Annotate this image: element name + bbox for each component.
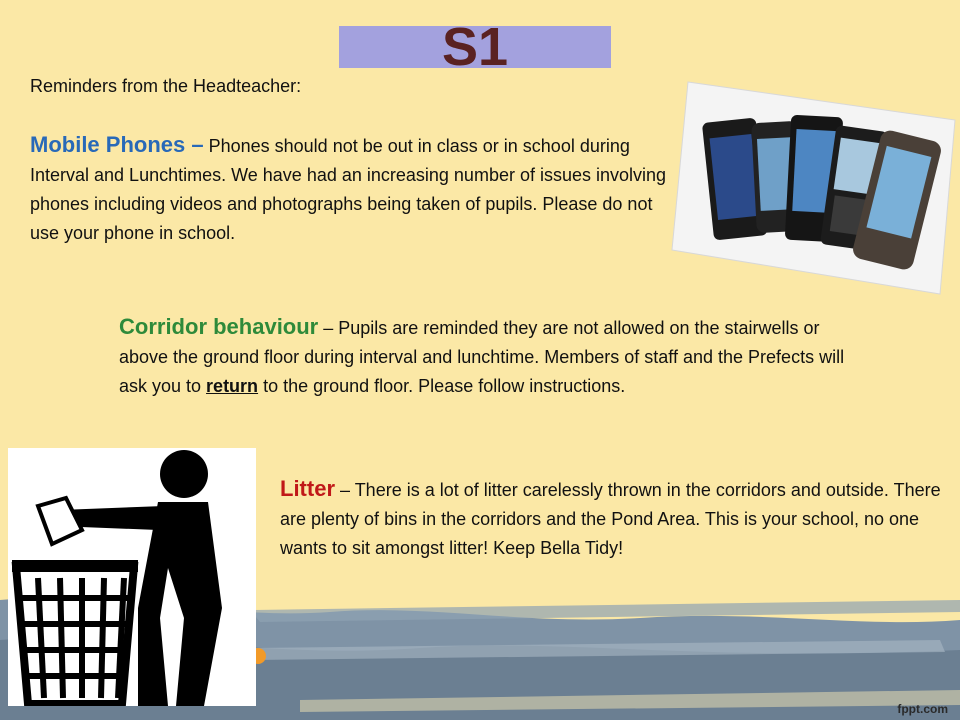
litter-body: – There is a lot of litter carelessly thrown in the corridors and outside. There are plenty of bins in the corridors and the Pond Area. This is your school, no one wants to sit amongst litter! Keep Bella Tidy! (280, 480, 941, 558)
intro-text: Reminders from the Headteacher: (30, 76, 302, 96)
corridor-behaviour-body-end: to the ground floor. Please follow instructions. (258, 376, 626, 396)
slide-title: S1 (441, 17, 509, 77)
corridor-behaviour-heading: Corridor behaviour (119, 314, 319, 339)
phones-photo (670, 80, 960, 295)
return-emphasis: return (206, 376, 259, 396)
tidy-man-icon (8, 448, 256, 706)
mobile-phones-body: Phones should not be out in class or in school during Interval and Lunchtimes. We have had an increasing number of issues involving phones including videos and photographs being taken of pupils. Please do not use your phone in school. (30, 136, 667, 243)
corridor-behaviour-body: – Pupils are reminded they are not allowed on the stairwells or above the ground floor during interval and lunchtime. Members of staff and the Prefects will ask you to (119, 318, 845, 396)
litter-heading: Litter (280, 476, 335, 501)
mobile-phones-paragraph (30, 130, 670, 248)
litter-paragraph (280, 474, 950, 563)
corridor-behaviour-paragraph (119, 312, 849, 401)
footer-watermark: fppt.com (897, 702, 948, 716)
mobile-phones-heading: Mobile Phones – (30, 132, 204, 157)
